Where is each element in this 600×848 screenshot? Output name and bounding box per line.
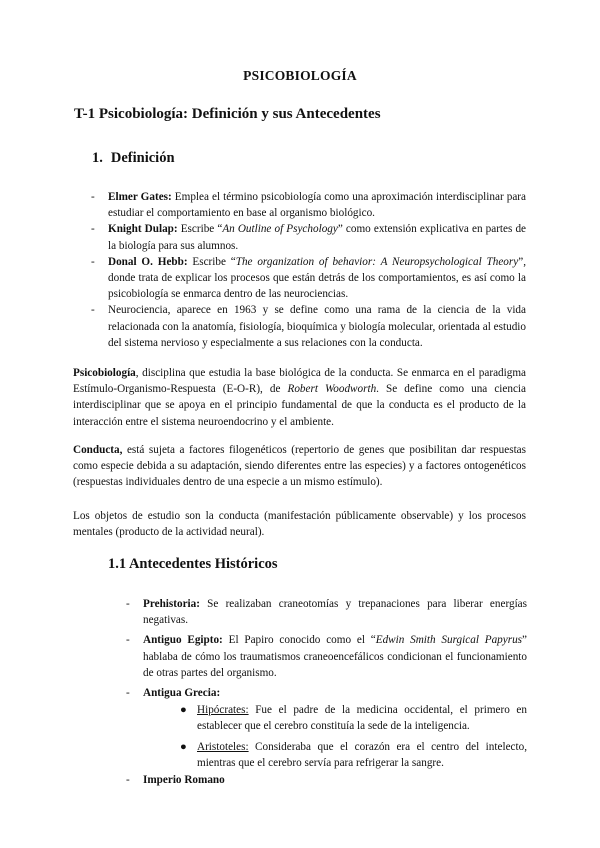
item-text: Escribe “ (177, 223, 223, 236)
paragraph-text: . Se define como una ciencia interdisciplinar que se apoya en el principio fundamental de que la conducta es el producto de la interacción entre el sistema neuroendocrino y el ambiente. (73, 383, 526, 428)
subsection-heading: 1.1 Antecedentes Históricos (108, 556, 278, 572)
paragraph-objetos (73, 508, 526, 540)
philosopher-name: Aristoteles: (197, 740, 249, 753)
bullet-dot-icon: ● (180, 740, 187, 753)
papyrus-title: Edwin Smith Surgical Papyrus (375, 634, 523, 647)
author-name: Donal O. Hebb: (108, 255, 188, 268)
list-item (91, 221, 526, 253)
list-item (91, 302, 526, 351)
book-title: The organization of behavior: A Neuropsychological Theory (235, 255, 519, 268)
era-name: Antigua Grecia: (143, 687, 221, 700)
item-text: ” hablaba de cómo los traumatismos craneoencefálicos condicionan el funcionamiento de otras partes del organismo. (143, 634, 527, 679)
list-item (126, 596, 527, 628)
greece-sublist (143, 702, 527, 771)
chapter-heading: T-1 Psicobiología: Definición y sus Antecedentes (74, 106, 381, 122)
dash-marker: - (126, 598, 130, 610)
list-item (91, 189, 526, 221)
era-name: Imperio Romano (143, 774, 225, 787)
bullet-dot-icon: ● (180, 704, 187, 717)
paragraph-text: está sujeta a factores filogenéticos (repertorio de genes que posibilitan dar respuestas como especie debida a su adaptación, siendo diferentes entre las especies) y a factores ontogenéticos (respuestas individuales dentro de una especie a un mismo estímulo). (73, 444, 526, 489)
dash-marker: - (126, 687, 130, 700)
item-text: ”, donde trata de explicar los procesos que están detrás de los comportamientos, es así como la psicobiología se enmarca dentro de las neurociencias. (108, 255, 526, 301)
paragraph-psicobiologia (73, 365, 526, 430)
dash-marker: - (126, 774, 130, 787)
antecedentes-list (126, 596, 527, 788)
author-name: Knight Dulap: (108, 223, 178, 236)
dash-marker: - (91, 223, 95, 236)
author-name: Elmer Gates: (108, 191, 172, 203)
era-name: Prehistoria: (143, 598, 200, 610)
paragraph-text: Los objetos de estudio son la conducta (manifestación públicamente observable) y los procesos mentales (producto de la actividad neural). (73, 510, 526, 539)
item-text: Neurociencia, aparece en 1963 y se define como una rama de la ciencia de la vida relacionada con la anatomía, fisiología, bioquímica y biología molecular, orientada al estudio del sistema nervioso y especialmente a sus relaciones con la conducta. (108, 304, 526, 349)
list-item (126, 685, 527, 771)
item-text: Consideraba que el corazón era el centro del intelecto, mientras que el cerebro servía para refrigerar la sangre. (197, 740, 527, 769)
sub-list-item (180, 702, 527, 734)
dash-marker: - (126, 634, 130, 647)
section-heading (92, 150, 175, 167)
term: Psicobiología (73, 367, 136, 379)
item-text: Emplea el término psicobiología como una aproximación interdisciplinar para estudiar el comportamiento en base al organismo biológico. (108, 191, 526, 220)
item-text: Se realizaban craneotomías y trepanaciones para liberar energías negativas. (143, 598, 527, 627)
item-text: Fue el padre de la medicina occidental, el primero en establecer que el cerebro constituía la sede de la inteligencia. (197, 704, 527, 733)
list-item (126, 632, 527, 681)
list-item (91, 254, 526, 303)
sub-list-item (180, 739, 527, 771)
era-name: Antiguo Egipto: (143, 634, 223, 647)
paragraph-text: , disciplina que estudia la base biológica de la conducta. Se enmarca en el paradigma Estímulo-Organismo-Respuesta (E-O-R), de (73, 367, 526, 396)
philosopher-name: Hipócrates: (197, 704, 249, 717)
section-number: 1. (92, 150, 103, 166)
item-text: Escribe “ (187, 255, 236, 268)
page-title: PSICOBIOLOGÍA (243, 68, 357, 83)
list-item (126, 772, 527, 788)
term: Conducta, (73, 444, 123, 456)
item-text: El Papiro conocido como el “ (222, 634, 376, 647)
definition-list (91, 189, 526, 351)
author-name: Robert Woodworth (287, 383, 377, 396)
book-title: An Outline of Psychology (222, 223, 338, 236)
item-text: ” como extensión explicativa en partes de la biología para sus alumnos. (108, 223, 527, 252)
dash-marker: - (91, 255, 95, 268)
section-title: Definición (110, 150, 175, 166)
dash-marker: - (91, 304, 95, 317)
paragraph-conducta (73, 442, 526, 491)
dash-marker: - (91, 191, 95, 203)
